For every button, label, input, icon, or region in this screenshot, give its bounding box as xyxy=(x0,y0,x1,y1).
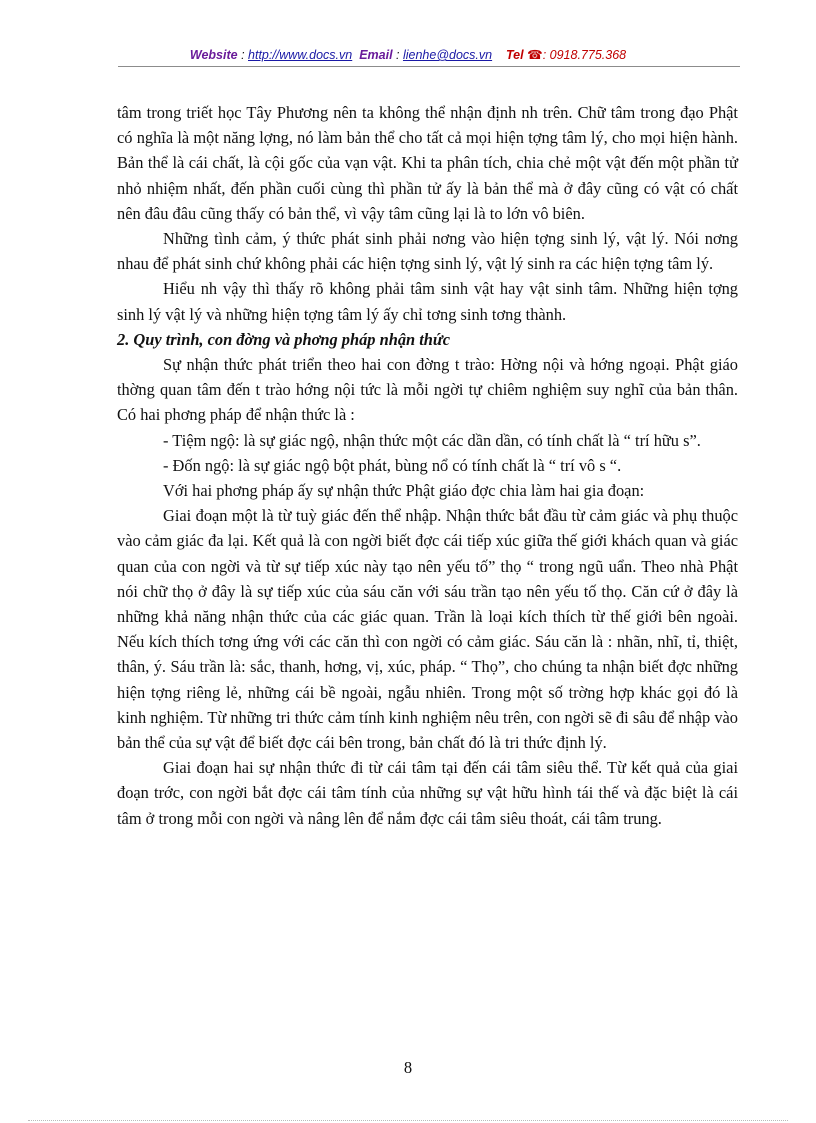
page-header xyxy=(0,47,816,62)
website-link[interactable]: http://www.docs.vn xyxy=(248,48,353,62)
paragraph: tâm trong triết học Tây Phương nên ta không thể nhận định nh trên. Chữ tâm trong đạo Phật có nghĩa là một năng lợng, nó làm bản thể cho tất cả mọi hiện tợng tâm lý, cho mọi hiện hành. Bản thể là cái chất, là cội gốc của vạn vật. Khi ta phân tích, chia chẻ một vật đến một phần tử nhỏ nhiệm nhất, đến phần cuối cùng thì phần tử ấy là bản thể mà ở đây cũng có vật có chất nên đâu đâu cũng thấy có bản thể, vì vậy tâm cũng lại là to lớn vô biên. xyxy=(117,103,738,223)
paragraph: Sự nhận thức phát triển theo hai con đờng t trào: Hờng nội và hớng ngoại. Phật giáo thờng quan tâm đến t trào hớng nội tức là mỗi ngời tự chiêm nghiệm suy nghĩ của bản thân. Có hai phơng pháp để nhận thức là : xyxy=(117,355,738,425)
email-link[interactable]: lienhe@docs.vn xyxy=(402,48,493,62)
email-separator: : xyxy=(392,48,403,62)
website-separator: : xyxy=(237,48,249,62)
paragraph: Hiểu nh vậy thì thấy rõ không phải tâm sinh vật hay vật sinh tâm. Những hiện tợng sinh lý vật lý và những hiện tợng tâm lý ấy chỉ tơng sinh tơng thành. xyxy=(117,279,738,324)
website-label: Website xyxy=(189,48,238,62)
phone-icon: ☎ xyxy=(527,48,543,62)
paragraph: Với hai phơng pháp ấy sự nhận thức Phật giáo đợc chia làm hai gia đoạn: xyxy=(163,481,645,501)
document-body xyxy=(117,100,738,831)
section-heading: 2. Quy trình, con đờng và phơng pháp nhận thức xyxy=(117,329,450,349)
list-item: - Đốn ngộ: là sự giác ngộ bột phát, bùng nổ có tính chất là “ trí vô s “. xyxy=(163,455,622,475)
paragraph: Giai đoạn hai sự nhận thức đi từ cái tâm tại đến cái tâm siêu thể. Từ kết quả của giai đoạn trớc, con ngời bắt đợc cái tâm tính của những sự vật hữu hình tái thế và đặc biệt là cái tâm ở trong mỗi con ngời và nâng lên để nắm đợc cái tâm siêu thoát, cái tâm trung. xyxy=(117,758,738,828)
email-label: Email xyxy=(359,48,393,62)
phone-number: : 0918.775.368 xyxy=(542,48,627,62)
paragraph: Những tình cảm, ý thức phát sinh phải nơng vào hiện tợng sinh lý, vật lý. Nói nơng nhau để phát sinh chứ không phải các hiện tợng sinh lý, vật lý sinh ra các hiện tợng tâm lý. xyxy=(117,229,738,274)
page-number: 8 xyxy=(403,1058,413,1077)
header-divider xyxy=(118,66,740,67)
list-item: - Tiệm ngộ: là sự giác ngộ, nhận thức một các dần dần, có tính chất là “ trí hữu s”. xyxy=(163,430,701,450)
page-bottom-border xyxy=(28,1120,788,1121)
paragraph: Giai đoạn một là từ tuỳ giác đến thể nhập. Nhận thức bắt đầu từ cảm giác và phụ thuộc vào cảm giác đa lại. Kết quả là con ngời biết đợc cái tiếp xúc giữa thế giới khách quan và giác quan của con ngời và từ sự tiếp xúc này tạo nên yếu tố” thọ “ trong ngũ uẩn. Theo nhà Phật nói chữ thọ ở đây là sự tiếp xúc của sáu căn với sáu trần tạo nên yếu tố thọ. Căn cứ ở đây là những khả năng nhận thức của các giác quan. Trần là loại kích thích từ thế giới bên ngoài. Nếu kích thích tơng ứng với các căn thì con ngời có cảm giác. Sáu căn là : nhãn, nhĩ, tỉ, thiệt, thân, ý. Sáu trần là: sắc, thanh, hơng, vị, xúc, pháp. “ Thọ”, cho chúng ta nhận biết đợc những hiện tợng riêng lẻ, những cái bề ngoài, ngẫu nhiên. Trong một số trờng hợp khác gọi đó là kinh nghiệm. Từ những tri thức cảm tính kinh nghiệm nêu trên, con ngời sẽ đi sâu để nhập vào bản thể của sự vật để biết đợc cái bên trong, bản chất đó là tri thức định lý. xyxy=(117,506,738,753)
tel-label: Tel xyxy=(506,48,524,62)
